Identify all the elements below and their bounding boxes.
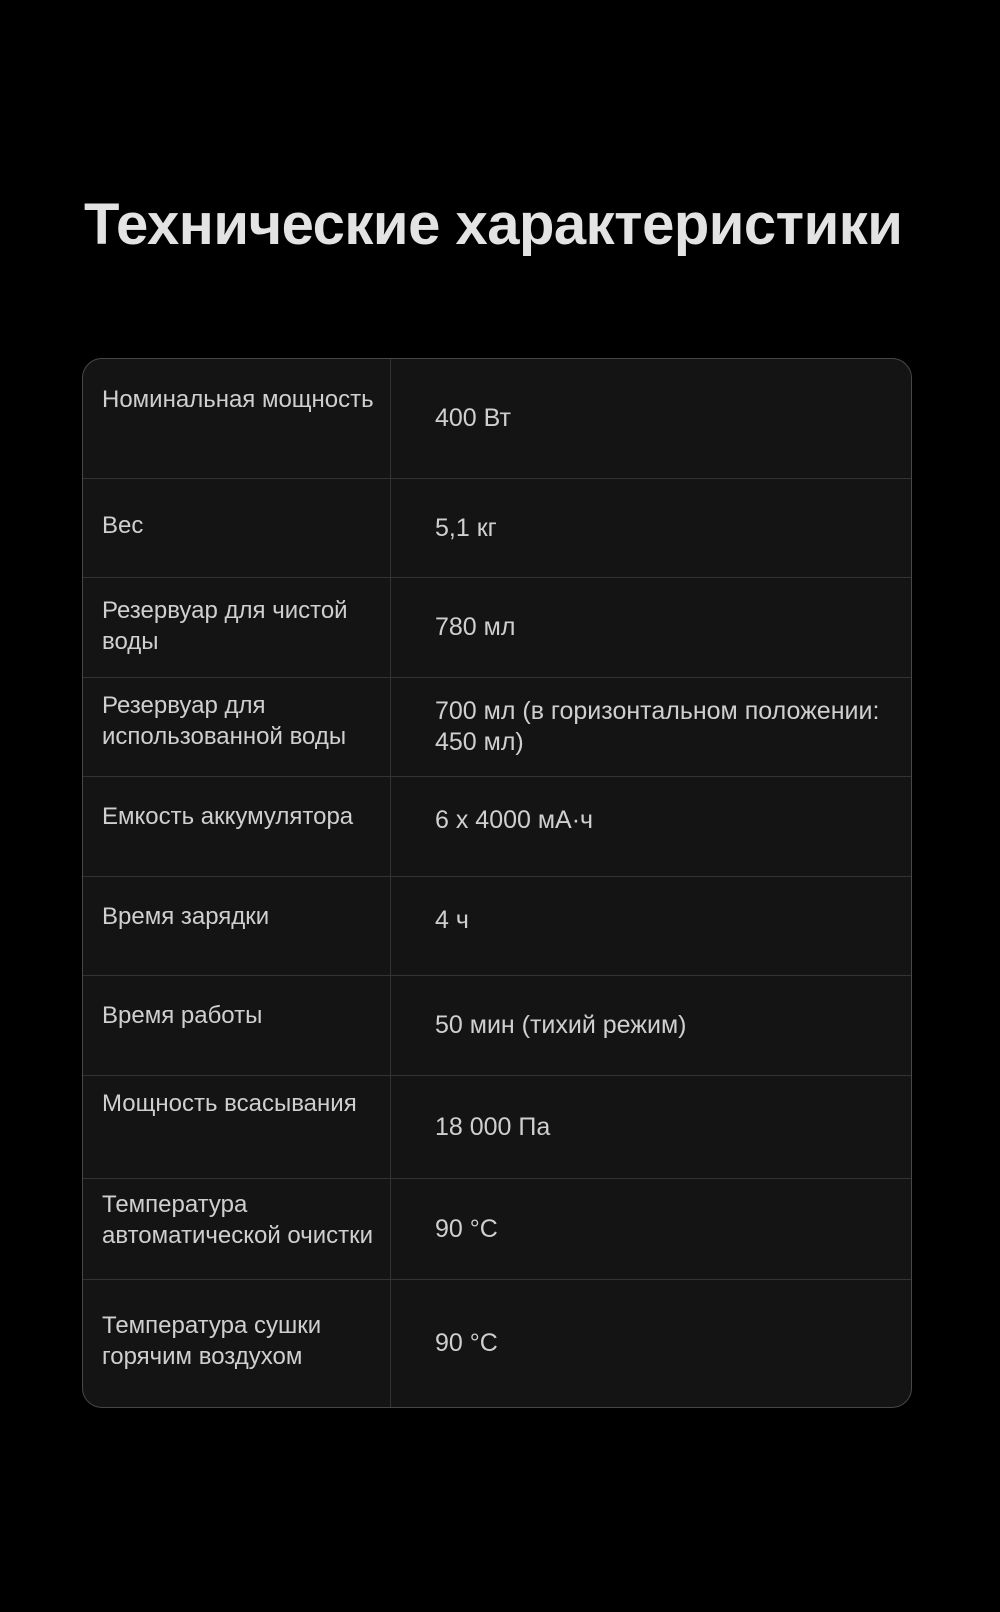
spec-value: 780 мл [435, 613, 516, 641]
spec-label: Мощность всасывания [83, 1076, 391, 1178]
spec-label: Вес [83, 479, 391, 577]
spec-row-weight [83, 479, 911, 578]
spec-value: 4 ч [435, 906, 469, 934]
spec-row-dirty-water-tank [83, 678, 911, 777]
spec-value: 18 000 Па [435, 1112, 551, 1141]
spec-label: Резервуар для чистой воды [83, 578, 391, 677]
spec-value: 400 Вт [435, 404, 511, 432]
spec-value: 90 °C [435, 1214, 498, 1243]
spec-row-hot-air-drying-temperature [83, 1280, 911, 1407]
spec-label: Температура сушки горячим воздухом [83, 1280, 391, 1407]
spec-table [82, 358, 912, 1408]
spec-row-battery-capacity [83, 777, 911, 877]
spec-value: 5,1 кг [435, 513, 497, 542]
spec-row-clean-water-tank [83, 578, 911, 678]
spec-value: 6 x 4000 мА·ч [435, 806, 594, 834]
spec-label: Время работы [83, 976, 391, 1075]
spec-row-charging-time [83, 877, 911, 976]
page-title: Технические характеристики [84, 192, 903, 257]
spec-row-runtime [83, 976, 911, 1076]
spec-value: 90 °C [435, 1329, 498, 1357]
spec-label: Емкость аккумулятора [83, 777, 391, 876]
spec-label: Время зарядки [83, 877, 391, 975]
spec-value: 50 мин (тихий режим) [435, 1011, 687, 1039]
spec-row-auto-clean-temperature [83, 1179, 911, 1280]
spec-row-suction-power [83, 1076, 911, 1179]
spec-label: Температура автоматической очистки [83, 1179, 391, 1279]
spec-value: 700 мл (в горизонтальном положении: 450 мл) [435, 697, 880, 756]
spec-label: Номинальная мощность [83, 359, 391, 478]
spec-row-rated-power [83, 359, 911, 479]
spec-label: Резервуар для использованной воды [83, 678, 391, 776]
